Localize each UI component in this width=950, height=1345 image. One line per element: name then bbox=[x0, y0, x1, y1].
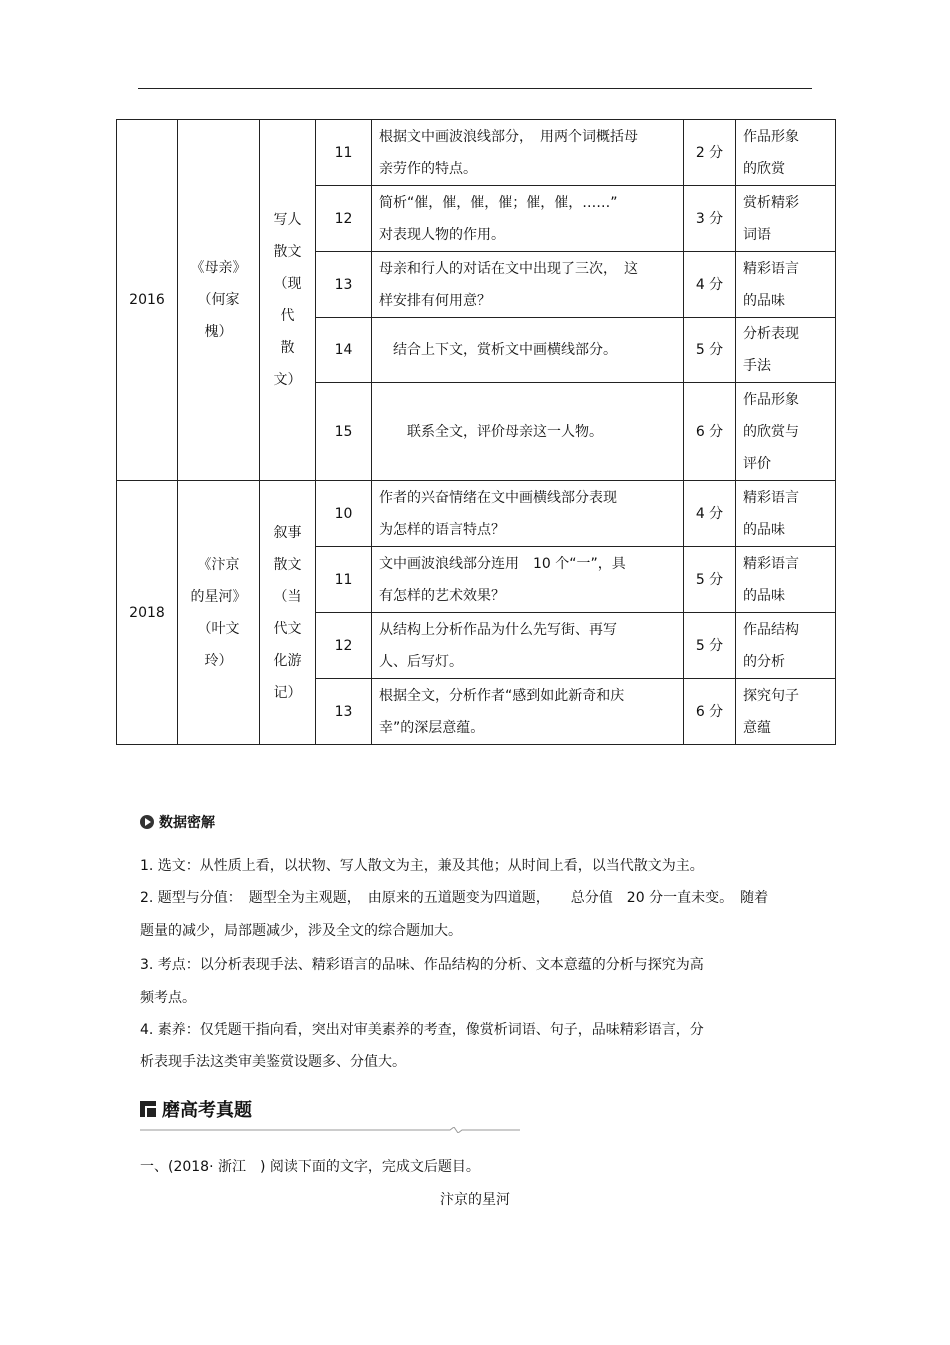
skill-cell bbox=[736, 252, 836, 318]
question-cell bbox=[372, 481, 684, 547]
skill-cell-line: 的品味 bbox=[743, 292, 785, 309]
question-cell-line: 有怎样的艺术效果？ bbox=[379, 587, 505, 604]
score-cell: 5 分 bbox=[684, 547, 736, 613]
passage-title: 汴京的星河 bbox=[440, 1192, 510, 1208]
work-title-cell-line: 玲） bbox=[204, 652, 233, 669]
genre-cell-line: 记） bbox=[273, 684, 302, 701]
skill-cell bbox=[736, 679, 836, 745]
question-cell-line: 为怎样的语言特点？ bbox=[379, 521, 505, 538]
question-cell-line: 联系全文，评价母亲这一人物。 bbox=[379, 423, 603, 440]
work-title-cell bbox=[178, 120, 260, 481]
genre-cell-line: 写人 bbox=[273, 212, 302, 228]
analysis-line-2: 2. 题型与分值： 题型全为主观题， 由原来的五道题变为四道题， 总分值 20 分一直未变。 随着 bbox=[140, 890, 769, 906]
question-cell-line: 根据文中画波浪线部分， 用两个词概括母 bbox=[379, 128, 638, 145]
analysis-line-1: 1. 选文：从性质上看，以状物、写人散文为主，兼及其他；从时间上看，以当代散文为主。 bbox=[140, 858, 704, 874]
question-number-cell: 13 bbox=[316, 679, 372, 745]
year-cell: 2016 bbox=[117, 120, 178, 481]
genre-cell-line: 化游 bbox=[273, 652, 302, 669]
practice-title-bar bbox=[140, 1096, 252, 1122]
work-title-cell-line: 《母亲》 bbox=[190, 260, 247, 276]
table-row bbox=[117, 120, 836, 186]
work-title-cell-line: 的星河》 bbox=[190, 588, 247, 605]
skill-cell-line: 的分析 bbox=[743, 653, 785, 670]
question-cell-line: 亲劳作的特点。 bbox=[379, 160, 477, 177]
data-analysis-heading-text: 数据密解 bbox=[159, 815, 215, 831]
genre-cell-line: （现 bbox=[273, 276, 302, 292]
genre-cell-line: 代文 bbox=[273, 620, 302, 637]
skill-cell-line: 赏析精彩 bbox=[743, 194, 799, 211]
question-cell bbox=[372, 383, 684, 481]
skill-cell-line: 作品形象 bbox=[743, 128, 799, 145]
genre-cell-line: 散文 bbox=[273, 244, 302, 260]
skill-cell-line: 的品味 bbox=[743, 587, 785, 604]
work-title-cell-line: 槐） bbox=[204, 324, 233, 340]
analysis-line-3: 题量的减少，局部题减少，涉及全文的综合题加大。 bbox=[140, 923, 462, 939]
header-rule bbox=[138, 88, 812, 89]
skill-cell bbox=[736, 318, 836, 383]
question-number-cell: 12 bbox=[316, 613, 372, 679]
question-number-cell: 14 bbox=[316, 318, 372, 383]
question-cell-line: 母亲和行人的对话在文中出现了三次， 这 bbox=[379, 260, 638, 277]
skill-cell-line: 词语 bbox=[743, 226, 771, 243]
skill-cell bbox=[736, 383, 836, 481]
question-cell-line: 简析“催，催，催，催；催，催，……” bbox=[379, 194, 618, 211]
question-number-cell: 11 bbox=[316, 547, 372, 613]
score-cell: 6 分 bbox=[684, 383, 736, 481]
question-cell bbox=[372, 547, 684, 613]
skill-cell-line: 的欣赏与 bbox=[743, 423, 799, 440]
title-underline bbox=[140, 1127, 520, 1133]
score-cell: 2 分 bbox=[684, 120, 736, 186]
question-number-cell: 10 bbox=[316, 481, 372, 547]
analysis-line-5: 频考点。 bbox=[140, 990, 196, 1006]
skill-cell-line: 精彩语言 bbox=[743, 489, 799, 506]
skill-cell-line: 的品味 bbox=[743, 521, 785, 538]
genre-cell bbox=[260, 120, 316, 481]
table-row bbox=[117, 481, 836, 547]
genre-cell-line: 代 bbox=[280, 308, 295, 324]
skill-cell bbox=[736, 613, 836, 679]
skill-cell bbox=[736, 547, 836, 613]
skill-cell bbox=[736, 186, 836, 252]
skill-cell bbox=[736, 120, 836, 186]
question-cell bbox=[372, 252, 684, 318]
question-number-cell: 12 bbox=[316, 186, 372, 252]
question-cell bbox=[372, 318, 684, 383]
question-cell-line: 作者的兴奋情绪在文中画横线部分表现 bbox=[379, 489, 617, 506]
skill-cell-line: 作品结构 bbox=[743, 621, 799, 638]
question-cell-line: 文中画波浪线部分连用 10 个“一”，具 bbox=[379, 555, 626, 572]
skill-cell-line: 作品形象 bbox=[743, 391, 799, 408]
data-analysis-heading bbox=[140, 812, 215, 832]
question-cell bbox=[372, 186, 684, 252]
question-intro: 一、(2018· 浙江 ) 阅读下面的文字，完成文后题目。 bbox=[140, 1159, 480, 1175]
score-cell: 4 分 bbox=[684, 481, 736, 547]
practice-title: 磨高考真题 bbox=[162, 1100, 252, 1121]
genre-cell-line: 叙事 bbox=[273, 524, 302, 541]
analysis-line-6: 4. 素养：仅凭题干指向看，突出对审美素养的考查，像赏析词语、句子，品味精彩语言，分 bbox=[140, 1022, 704, 1038]
skill-cell-line: 意蕴 bbox=[743, 719, 771, 736]
skill-cell-line: 的欣赏 bbox=[743, 160, 785, 177]
question-number-cell: 13 bbox=[316, 252, 372, 318]
question-cell-line: 根据全文，分析作者“感到如此新奇和庆 bbox=[379, 687, 625, 704]
analysis-line-7: 析表现手法这类审美鉴赏设题多、分值大。 bbox=[140, 1054, 406, 1070]
question-cell-line: 人、后写灯。 bbox=[379, 653, 463, 670]
question-number-cell: 15 bbox=[316, 383, 372, 481]
question-cell-line: 样安排有何用意？ bbox=[379, 292, 491, 309]
skill-cell-line: 精彩语言 bbox=[743, 555, 799, 572]
genre-cell-line: 散 bbox=[280, 340, 295, 356]
question-cell-line: 结合上下文，赏析文中画横线部分。 bbox=[379, 342, 617, 358]
score-cell: 4 分 bbox=[684, 252, 736, 318]
score-cell: 5 分 bbox=[684, 613, 736, 679]
skill-cell-line: 分析表现 bbox=[743, 326, 799, 342]
work-title-cell-line: （何家 bbox=[197, 292, 240, 308]
work-title-cell-line: （叶文 bbox=[197, 620, 240, 637]
skill-cell-line: 评价 bbox=[743, 455, 771, 472]
skill-cell-line: 手法 bbox=[743, 358, 771, 374]
score-cell: 6 分 bbox=[684, 679, 736, 745]
question-cell-line: 对表现人物的作用。 bbox=[379, 226, 505, 243]
question-cell bbox=[372, 679, 684, 745]
question-cell bbox=[372, 120, 684, 186]
genre-cell-line: 散文 bbox=[273, 556, 302, 573]
score-cell: 5 分 bbox=[684, 318, 736, 383]
year-cell: 2018 bbox=[117, 481, 178, 745]
skill-cell bbox=[736, 481, 836, 547]
question-number-cell: 11 bbox=[316, 120, 372, 186]
play-icon bbox=[140, 815, 154, 829]
work-title-cell-line: 《汴京 bbox=[197, 556, 240, 573]
skill-cell-line: 精彩语言 bbox=[743, 260, 799, 277]
genre-cell-line: 文） bbox=[273, 372, 302, 388]
skill-cell-line: 探究句子 bbox=[743, 687, 799, 704]
genre-cell-line: （当 bbox=[273, 588, 302, 605]
genre-cell bbox=[260, 481, 316, 745]
exam-analysis-table bbox=[116, 119, 836, 745]
question-cell-line: 幸”的深层意蕴。 bbox=[379, 719, 485, 736]
question-cell-line: 从结构上分析作品为什么先写街、再写 bbox=[379, 621, 617, 638]
work-title-cell bbox=[178, 481, 260, 745]
corner-block-icon bbox=[140, 1101, 156, 1117]
question-cell bbox=[372, 613, 684, 679]
score-cell: 3 分 bbox=[684, 186, 736, 252]
analysis-line-4: 3. 考点：以分析表现手法、精彩语言的品味、作品结构的分析、文本意蕴的分析与探究为高 bbox=[140, 957, 704, 973]
